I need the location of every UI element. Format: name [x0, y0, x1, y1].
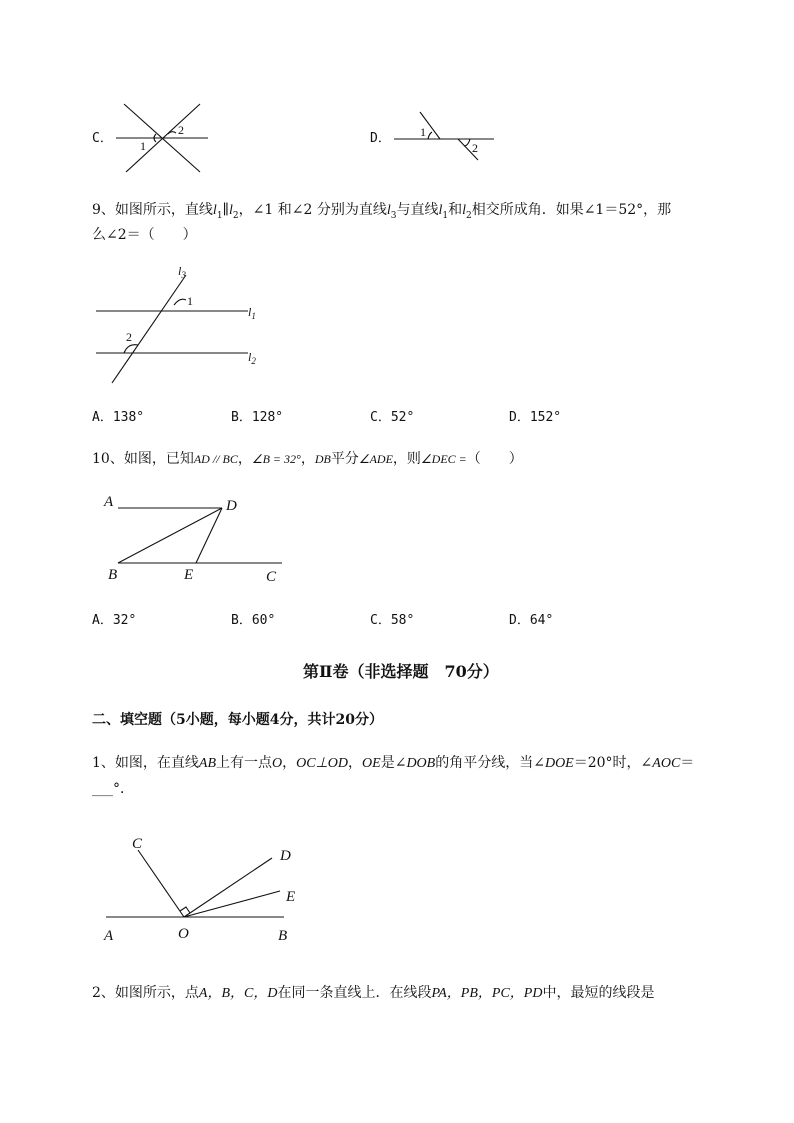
angle-label-1: 1	[140, 139, 146, 153]
subscript: 2	[232, 210, 239, 221]
angle-arc	[428, 132, 432, 139]
point-e: E	[184, 567, 194, 583]
angle-arc	[464, 139, 470, 146]
label-angle-1: 1	[187, 294, 193, 308]
stem-text: 相交所成角．如果∠1＝52°，那	[471, 202, 672, 218]
point-a: A	[104, 928, 114, 944]
fill1-answer-blank: ___°．	[92, 781, 134, 797]
stem-text: 如图，已知	[123, 451, 194, 467]
point-b: B	[278, 928, 288, 944]
stem-text: 平分	[330, 451, 359, 467]
separator: ，	[282, 755, 297, 771]
subscript: 1	[442, 210, 449, 221]
stem-text: 是∠	[380, 755, 407, 771]
angle-doe: DOE	[544, 756, 574, 771]
q9-figure	[90, 265, 280, 390]
subscript: 3	[390, 210, 397, 221]
line-ab: AB	[198, 756, 217, 771]
segment-db: DB	[314, 452, 331, 466]
q10-option-b: B．60°	[231, 613, 276, 628]
separator: ，	[300, 451, 315, 467]
q10-stem	[92, 449, 523, 469]
angle-ade: ∠ADE	[358, 452, 393, 466]
q10-figure	[100, 488, 300, 588]
q9-option-b: B．128°	[231, 410, 284, 425]
fill1-stem-line1	[92, 753, 694, 774]
fill2-stem	[92, 983, 654, 1004]
angle-aoc: AOC	[652, 756, 681, 771]
stem-text: 中，最短的线段是	[542, 985, 655, 1001]
stem-text: 的角平分线，当∠	[435, 755, 545, 771]
line-name: l	[386, 203, 391, 218]
q8-option-d-letter: D．	[370, 131, 391, 146]
point-o: O	[272, 756, 283, 771]
stem-text: 和	[448, 202, 463, 218]
separator: ，	[348, 755, 363, 771]
angle-label-2: 2	[472, 141, 478, 155]
ray-oc	[138, 850, 184, 917]
right-angle-mark	[180, 907, 190, 913]
subscript: 2	[465, 210, 472, 221]
label-l1: $l_1$	[248, 305, 256, 321]
q9-option-d: D．152°	[509, 410, 562, 425]
part-heading: 二、填空题（5小题，每小题4分，共计20分）	[92, 712, 383, 728]
point-d: D	[280, 848, 291, 864]
line-name: l	[229, 203, 233, 218]
perpendicular: OC⊥OD	[296, 756, 349, 771]
angle-dec: ∠DEC =	[420, 452, 467, 466]
q10-option-d: D．64°	[509, 613, 554, 628]
ray-oe: OE	[362, 756, 381, 771]
points-list: A，B，C，D	[198, 986, 278, 1001]
point-c: C	[266, 569, 277, 585]
q9-stem-line2: 么∠2＝（ ）	[92, 227, 197, 243]
line-name: l	[438, 203, 443, 218]
q10-option-a: A．32°	[92, 613, 137, 628]
ray-oe	[184, 891, 280, 917]
separator: ，则	[392, 451, 421, 467]
stem-text: ＝20°时，∠	[573, 755, 653, 771]
q8-option-c-letter: C．	[92, 131, 113, 146]
angle-arc-1	[174, 299, 186, 305]
point-c: C	[132, 836, 143, 852]
angle-label-1: 1	[420, 125, 426, 139]
condition-angle-b: ∠B = 32°	[251, 452, 301, 466]
stem-text: 上有一点	[216, 755, 273, 771]
line-l3	[112, 275, 186, 383]
point-o: O	[178, 926, 189, 942]
answer-blank: （ ）	[466, 451, 523, 467]
label-l3: $l_3$	[178, 265, 186, 280]
stem-text: 如图，在直线	[114, 755, 199, 771]
angle-dob: DOB	[406, 756, 436, 771]
fill1-figure	[100, 830, 310, 945]
label-angle-2: 2	[126, 330, 132, 344]
segment-bd	[118, 508, 222, 563]
subscript: 1	[216, 210, 223, 221]
condition-parallel: AD // BC	[193, 452, 238, 466]
ray-od	[184, 858, 272, 917]
question-number: 9、	[92, 202, 115, 218]
stem-text: 在同一条直线上．在线段	[277, 985, 432, 1001]
segments-list: PA，PB，PC，PD	[431, 986, 543, 1001]
separator: ，	[237, 451, 252, 467]
line-name: l	[462, 203, 466, 218]
line-name: l	[212, 203, 217, 218]
point-a: A	[104, 494, 114, 510]
q8-option-c-figure	[110, 100, 220, 175]
angle-label-2: 2	[178, 123, 184, 137]
parallel-symbol: ∥	[222, 202, 230, 218]
stem-text: 与直线	[396, 202, 439, 218]
stem-text: 如图所示，点	[114, 985, 199, 1001]
point-b: B	[108, 567, 118, 583]
question-number: 10、	[92, 451, 124, 467]
stem-text: 如图所示，直线	[114, 202, 213, 218]
question-number: 1、	[92, 755, 115, 771]
question-number: 2、	[92, 985, 115, 1001]
q9-option-a: A．138°	[92, 410, 145, 425]
point-d: D	[226, 498, 237, 514]
stem-text: ＝	[680, 755, 695, 771]
q9-option-c: C．52°	[370, 410, 415, 425]
label-l2: $l_2$	[248, 350, 256, 366]
q10-option-c: C．58°	[370, 613, 415, 628]
stem-text: ，∠1 和∠2 分别为直线	[238, 202, 387, 218]
segment-de	[196, 508, 222, 563]
point-e: E	[286, 889, 296, 905]
section-title: 第Ⅱ卷（非选择题 70分）	[303, 662, 499, 681]
q9-stem-line1	[92, 200, 671, 226]
q8-option-d-figure	[390, 108, 500, 168]
